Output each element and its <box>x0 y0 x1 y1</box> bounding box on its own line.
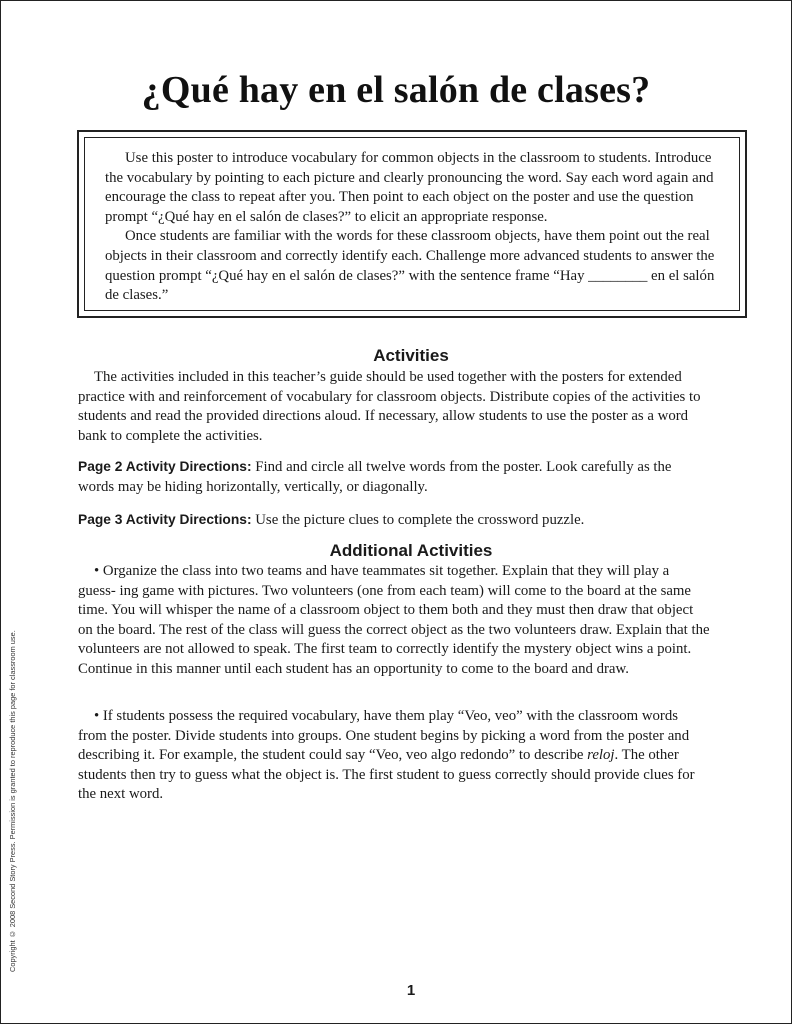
intro-paragraph-2: Once students are familiar with the words for these classroom objects, have them point out the real objects in their classroom and correctly identify each. Challenge more advanced students to answer the question prompt “¿Qué hay en el salón de clases?” with the sentence frame “Hay ________ en el salón de clases.” <box>105 228 715 304</box>
bullet-2-text-b: . The other students then try to guess what the object is. The first student to guess correctly should provide clues for the next word. <box>78 747 695 803</box>
page2-directions <box>78 457 710 497</box>
intro-box-inner <box>84 137 740 311</box>
page-title: ¿Qué hay en el salón de clases? <box>141 69 651 111</box>
page3-directions-text: Use the picture clues to complete the crossword puzzle. <box>251 512 585 528</box>
activities-heading: Activities <box>373 346 449 365</box>
page3-directions <box>78 510 710 531</box>
page2-directions-label: Page 2 Activity Directions: <box>78 459 252 474</box>
page3-directions-label: Page 3 Activity Directions: <box>78 512 252 527</box>
bullet-2-text-a: • If students possess the required vocabulary, have them play “Veo, veo” with the classroom words from the poster. Divide students into groups. One student begins by picking a word from the poster and describing it. For example, the student could say “Veo, veo algo redondo” to describe <box>78 708 690 764</box>
bullet-1-text: • Organize the class into two teams and have teammates sit together. Explain that they will play a guess- ing game with pictures. Two volunteers (one from each team) will come to the board at the same time. You will whisper the name of a classroom object to them both and they must then draw that object on the board. The rest of the class will guess the correct object as the two volunteers draw. Explain that the volunteers are not allowed to speak. The first team to correctly identify the mystery object wins a point. Continue in this manner until each student has an opportunity to come to the board and draw. <box>78 563 710 677</box>
activities-section <box>78 368 710 446</box>
intro-paragraph-1: Use this poster to introduce vocabulary for common objects in the classroom to students. Introduce the vocabulary by pointing to each picture and clearly pronouncing the word. Say each word again and encourage the class to repeat after you. Then point to each object on the poster and use the question prompt “¿Qué hay en el salón de clases?” to elicit an appropriate response. <box>105 150 714 225</box>
additional-bullet-1 <box>78 562 710 680</box>
page-number: 1 <box>406 982 416 999</box>
activities-paragraph: The activities included in this teacher’s guide should be used together with the posters for extended practice with and reinforcement of vocabulary for classroom objects. Distribute copies of the activities to students and read the provided directions aloud. If necessary, allow students to use the poster as a word bank to complete the activities. <box>78 369 701 444</box>
intro-box <box>77 130 747 318</box>
bullet-2-emphasis: reloj <box>587 747 615 764</box>
page2-directions-text: Find and circle all twelve words from the poster. Look carefully as the words may be hiding horizontally, vertically, or diagonally. <box>78 459 672 495</box>
copyright-notice: Copyright © 2008 Second Story Press. Permission is granted to reproduce this page for classroom use. <box>8 630 17 972</box>
additional-bullet-2 <box>78 707 710 805</box>
additional-activities-heading: Additional Activities <box>329 541 493 560</box>
